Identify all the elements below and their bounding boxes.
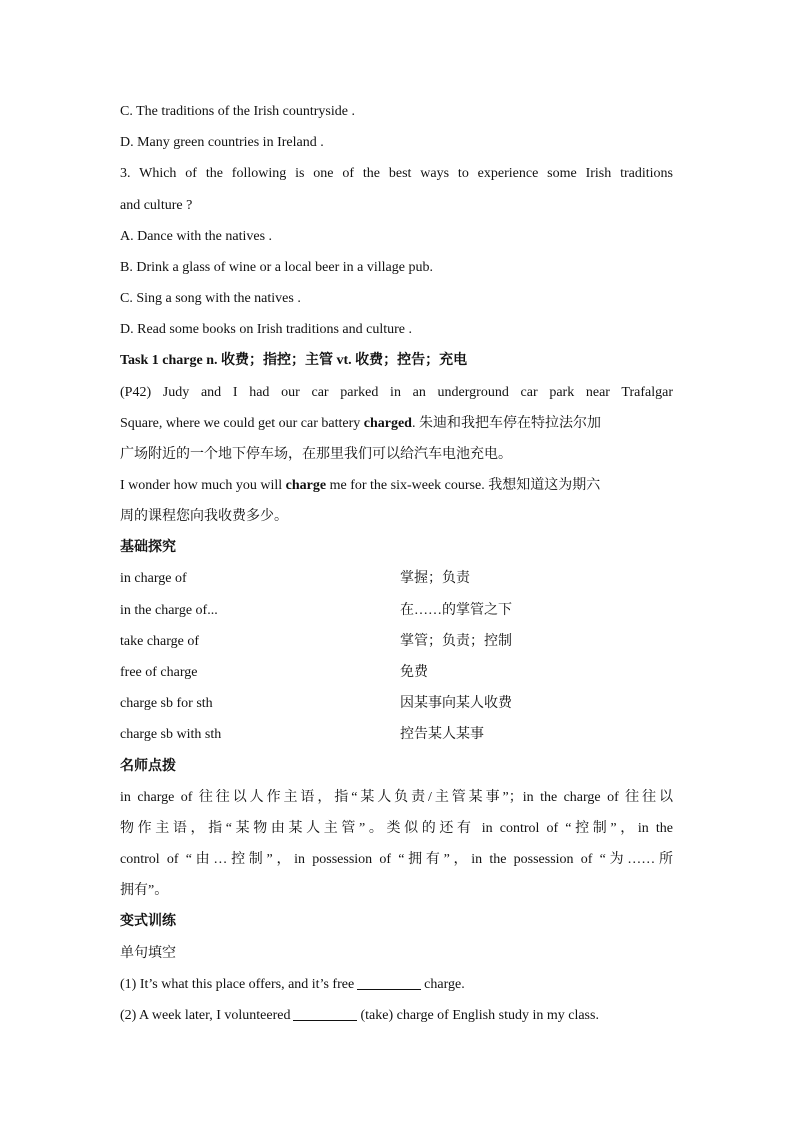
phrase-en: free of charge bbox=[120, 665, 198, 680]
tips-line3: control of “由…控制”，in possession of “拥有”，in the possession of “为……所 bbox=[120, 852, 673, 867]
phrase-zh: 在……的掌管之下 bbox=[400, 603, 512, 618]
practice-question-1 bbox=[120, 975, 465, 995]
phrase-en: in charge of bbox=[120, 571, 187, 586]
question-1-text-a: (1) It’s what this place offers, and it’s free bbox=[120, 977, 355, 992]
practice-heading: 变式训练 bbox=[120, 914, 176, 929]
answer-blank-1[interactable] bbox=[357, 975, 421, 990]
example1-text-a: Square, where we could get our car battery bbox=[120, 416, 364, 431]
example2-text-a: I wonder how much you will bbox=[120, 478, 286, 493]
phrase-en: in the charge of... bbox=[120, 603, 218, 618]
example1-line2 bbox=[120, 414, 601, 434]
phrase-zh: 免费 bbox=[400, 665, 428, 680]
tips-line2: 物作主语，指“某物由某人主管”。类似的还有 in control of “控制”，in the bbox=[120, 821, 673, 836]
tips-heading: 名师点拨 bbox=[120, 759, 176, 774]
example1-line3: 广场附近的一个地下停车场，在那里我们可以给汽车电池充电。 bbox=[120, 447, 512, 462]
tips-line4: 拥有”。 bbox=[120, 883, 169, 898]
example1-text-b: . 朱迪和我把车停在特拉法尔加 bbox=[411, 416, 601, 431]
answer-blank-2[interactable] bbox=[293, 1006, 357, 1021]
phrase-zh: 控告某人某事 bbox=[400, 727, 484, 742]
question-3-line2: and culture ? bbox=[120, 198, 193, 213]
option-d-q3: D. Read some books on Irish traditions and culture . bbox=[120, 322, 413, 337]
practice-subheading: 单句填空 bbox=[120, 946, 176, 961]
phrase-en: charge sb for sth bbox=[120, 696, 213, 711]
option-c-q3: C. Sing a song with the natives . bbox=[120, 291, 301, 306]
tips-line1: in charge of 往往以人作主语，指“某人负责/主管某事”；in the charge of 往往以 bbox=[120, 790, 673, 805]
practice-question-2 bbox=[120, 1006, 599, 1026]
phrase-zh: 因某事向某人收费 bbox=[400, 696, 512, 711]
question-2-text-a: (2) A week later, I volunteered bbox=[120, 1008, 291, 1023]
example1-line1: (P42) Judy and I had our car parked in an underground car park near Trafalgar bbox=[120, 385, 673, 400]
phrase-en: take charge of bbox=[120, 634, 200, 649]
option-b-q3: B. Drink a glass of wine or a local beer in a village pub. bbox=[120, 260, 433, 275]
example2-keyword: charge bbox=[285, 478, 327, 493]
phrase-zh: 掌握；负责 bbox=[400, 571, 470, 586]
question-1-text-b: charge. bbox=[424, 977, 465, 992]
phrase-en: charge sb with sth bbox=[120, 727, 222, 742]
option-d-q2: D. Many green countries in Ireland . bbox=[120, 135, 324, 150]
task1-heading: Task 1 charge n. 收费；指控；主管 vt. 收费；控告；充电 bbox=[120, 353, 468, 368]
example2-line2: 周的课程您向我收费多少。 bbox=[120, 509, 288, 524]
phrase-zh: 掌管；负责；控制 bbox=[400, 634, 512, 649]
question-3-line1: 3. Which of the following is one of the best ways to experience some Irish traditions bbox=[120, 166, 673, 181]
basics-heading: 基础探究 bbox=[120, 540, 176, 555]
option-a-q3: A. Dance with the natives . bbox=[120, 229, 273, 244]
question-2-text-b: (take) charge of English study in my class. bbox=[360, 1008, 599, 1023]
example1-keyword: charged bbox=[363, 416, 412, 431]
option-c-q2: C. The traditions of the Irish countryside . bbox=[120, 104, 355, 119]
example2-text-b: me for the six-week course. 我想知道这为期六 bbox=[326, 478, 601, 493]
example2-line1 bbox=[120, 476, 600, 496]
